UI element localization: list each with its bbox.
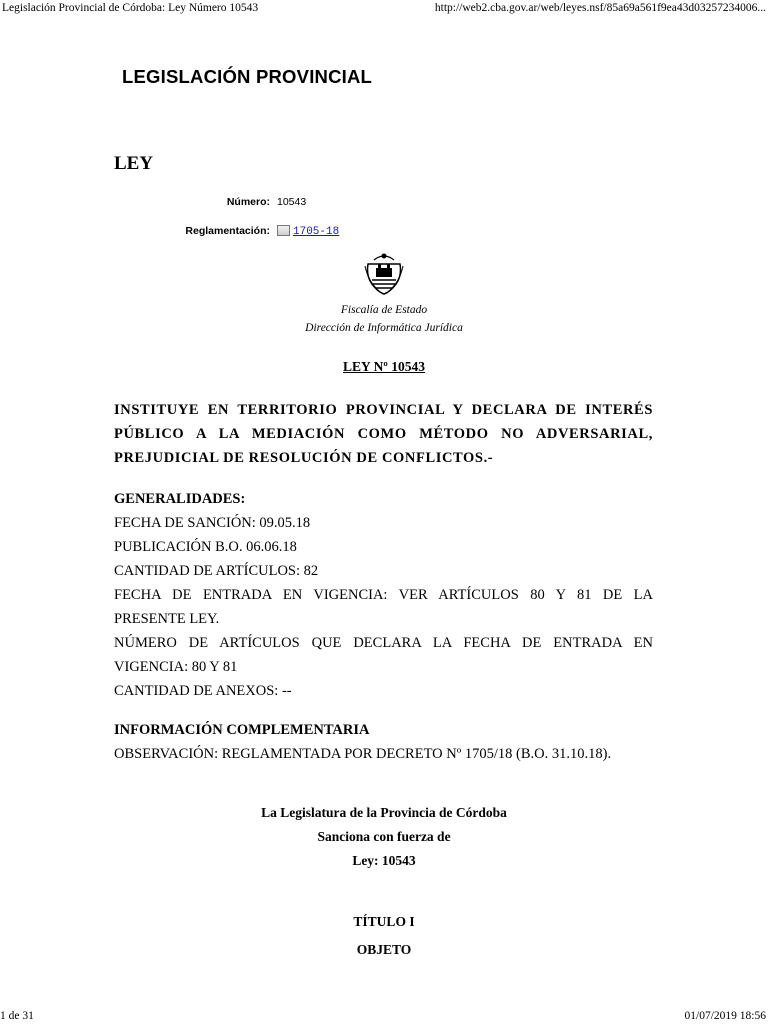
reglamentacion-value: [277, 225, 339, 238]
titulo-number: TÍTULO I: [353, 914, 415, 929]
reglamentacion-label: Reglamentación:: [185, 225, 270, 237]
titulo-block: [0, 908, 768, 964]
info-complementaria-section: [114, 718, 653, 766]
generalidades-title: GENERALIDADES:: [114, 491, 246, 507]
numero-articulos-line-2: VIGENCIA: 80 Y 81: [114, 659, 238, 675]
sanciona-line-1: La Legislatura de la Provincia de Córdoba: [261, 805, 507, 820]
print-timestamp: 01/07/2019 18:56: [684, 1010, 766, 1022]
generalidades-section: [114, 487, 653, 703]
print-footer: [0, 1008, 768, 1024]
fiscalia-line-1: Fiscalía de Estado: [340, 304, 428, 316]
sanciona-block: [0, 801, 768, 873]
document-icon: [277, 225, 290, 236]
titulo-name: OBJETO: [356, 942, 412, 957]
ley-summary: INSTITUYE EN TERRITORIO PROVINCIAL Y DECLARA DE INTERÉS PÚBLICO A LA MEDIACIÓN COMO MÉTODO NO ADVERSARIAL, PREJUDICIAL DE RESOLUCIÓN DE CONFLICTOS.-: [114, 402, 653, 466]
entrada-vigencia-line-1: FECHA DE ENTRADA EN VIGENCIA: VER ARTÍCULOS 80 Y 81 DE LA: [114, 587, 653, 603]
page-counter: 1 de 31: [0, 1010, 34, 1022]
sanciona-line-2: Sanciona con fuerza de: [317, 829, 451, 844]
cantidad-articulos: CANTIDAD DE ARTÍCULOS: 82: [114, 563, 319, 579]
numero-articulos-line-1: NÚMERO DE ARTÍCULOS QUE DECLARA LA FECHA DE ENTRADA EN: [114, 635, 653, 651]
provincial-coat-of-arms-icon: [362, 250, 406, 296]
ley-number-title: LEY Nº 10543: [343, 359, 425, 374]
fecha-sancion: FECHA DE SANCIÓN: 09.05.18: [114, 515, 311, 531]
sanciona-line-3: Ley: 10543: [352, 853, 416, 868]
fiscalia-block: [0, 301, 768, 337]
publicacion: PUBLICACIÓN B.O. 06.06.18: [114, 539, 297, 555]
site-title: LEGISLACIÓN PROVINCIAL: [122, 66, 373, 87]
observacion: OBSERVACIÓN: REGLAMENTADA POR DECRETO Nº 1705/18 (B.O. 31.10.18).: [114, 746, 612, 762]
cantidad-anexos: CANTIDAD DE ANEXOS: --: [114, 683, 292, 699]
numero-label: Número:: [226, 196, 270, 208]
print-header-title: Legislación Provincial de Córdoba: Ley Número 10543: [2, 2, 259, 14]
print-header-url: http://web2.cba.gov.ar/web/leyes.nsf/85a69a561f9ea43d03257234006...: [434, 2, 766, 14]
ley-heading: LEY: [114, 153, 154, 174]
reglamentacion-link[interactable]: 1705-18: [293, 226, 340, 238]
info-complementaria-title: INFORMACIÓN COMPLEMENTARIA: [114, 722, 370, 738]
numero-value: 10543: [277, 196, 307, 208]
entrada-vigencia-line-2: PRESENTE LEY.: [114, 611, 220, 627]
fiscalia-line-2: Dirección de Informática Jurídica: [305, 322, 463, 334]
print-header: [0, 0, 768, 16]
